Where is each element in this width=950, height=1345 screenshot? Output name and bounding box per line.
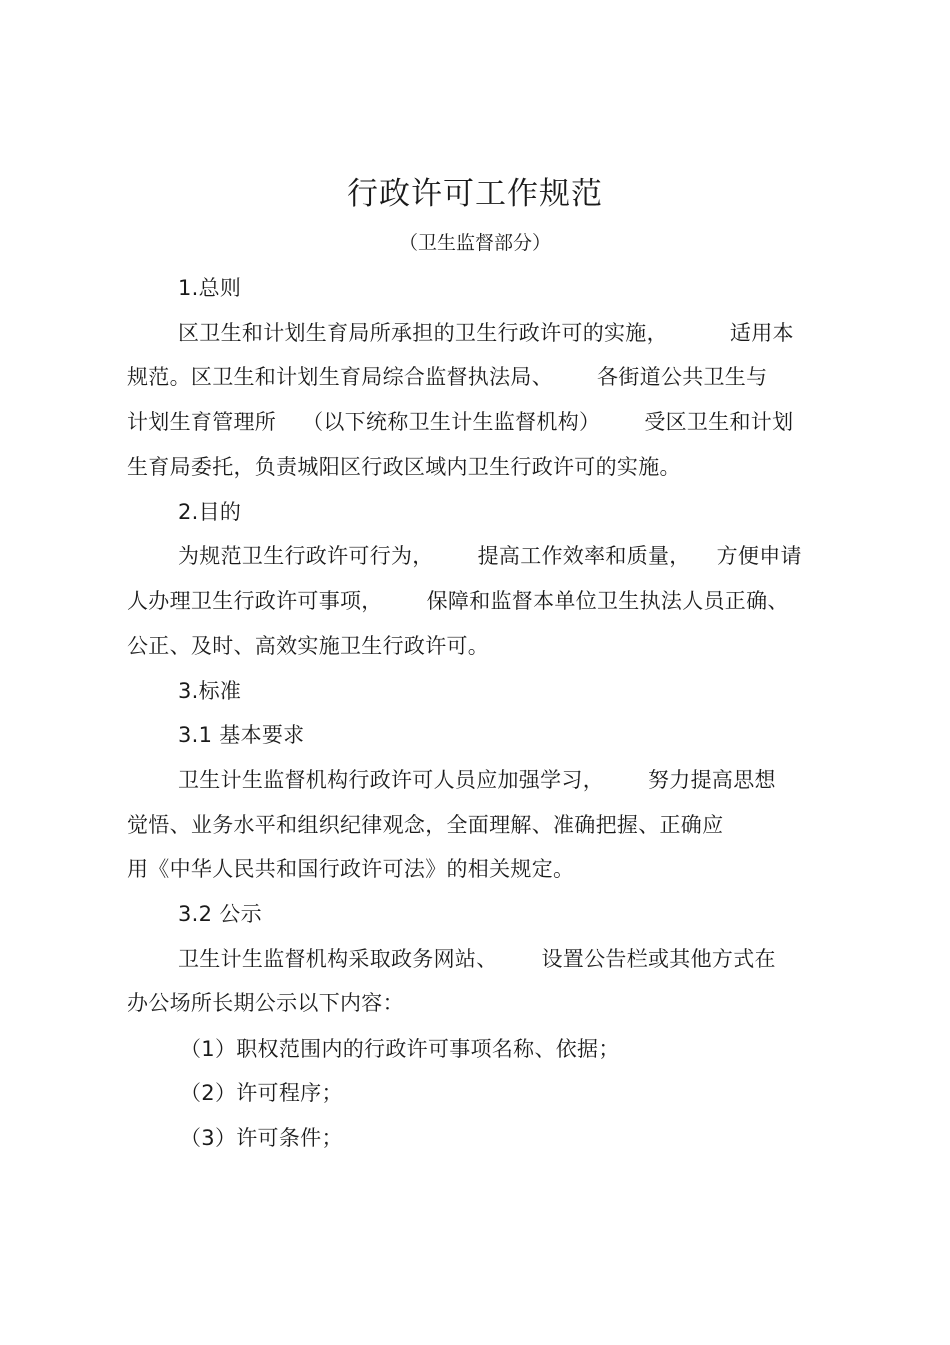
paragraph-line [127,586,789,616]
list-item: （3）许可条件； [180,1126,343,1150]
text-segment: 区卫生和计划生育局所承担的卫生行政许可的实施， [178,321,668,345]
paragraph-line [178,541,802,571]
paragraph-line: 公正、及时、高效实施卫生行政许可。 [127,634,490,658]
paragraph-line [178,318,794,348]
section-heading-general: 1.总则 [178,276,242,300]
text-segment: 计划生育管理所 [127,410,277,434]
list-item: （2）许可程序； [180,1081,343,1105]
text-segment: 规范。区卫生和计划生育局综合监督执法局、 [127,365,553,389]
paragraph-line: 觉悟、业务水平和组织纪律观念，全面理解、准确把握、正确应 [127,813,724,837]
document-title: 行政许可工作规范 [347,176,603,212]
text-segment: （以下统称卫生计生监督机构） [302,410,601,434]
text-segment: 保障和监督本单位卫生执法人员正确、 [426,589,789,613]
text-segment: 人办理卫生行政许可事项， [127,589,383,613]
paragraph-line: 办公场所长期公示以下内容： [127,991,404,1015]
text-segment: 设置公告栏或其他方式在 [541,947,776,971]
text-segment: 卫生计生监督机构采取政务网站、 [178,947,498,971]
section-heading-purpose: 2.目的 [178,500,242,524]
text-segment: 适用本 [729,321,794,345]
text-segment: 受区卫生和计划 [644,410,794,434]
paragraph-line: 用《中华人民共和国行政许可法》的相关规定。 [127,857,575,881]
text-segment: 努力提高思想 [648,768,776,792]
paragraph-line: 生育局委托，负责城阳区行政区域内卫生行政许可的实施。 [127,455,681,479]
text-segment: 方便申请 [716,544,802,568]
text-segment: 提高工作效率和质量， [477,544,691,568]
paragraph-line [127,362,767,392]
list-item: （1）职权范围内的行政许可事项名称、依据； [180,1037,620,1061]
text-segment: 为规范卫生行政许可行为， [178,544,434,568]
text-segment: 各街道公共卫生与 [597,365,768,389]
text-segment: 卫生计生监督机构行政许可人员应加强学习， [178,768,604,792]
section-heading-standards: 3.标准 [178,679,242,703]
paragraph-line [178,944,776,974]
subsection-heading-basic-requirements: 3.1 基本要求 [178,723,305,747]
document-subtitle: （卫生监督部分） [398,232,551,254]
paragraph-line [178,765,776,795]
subsection-heading-publicity: 3.2 公示 [178,902,262,926]
paragraph-line [127,407,793,437]
